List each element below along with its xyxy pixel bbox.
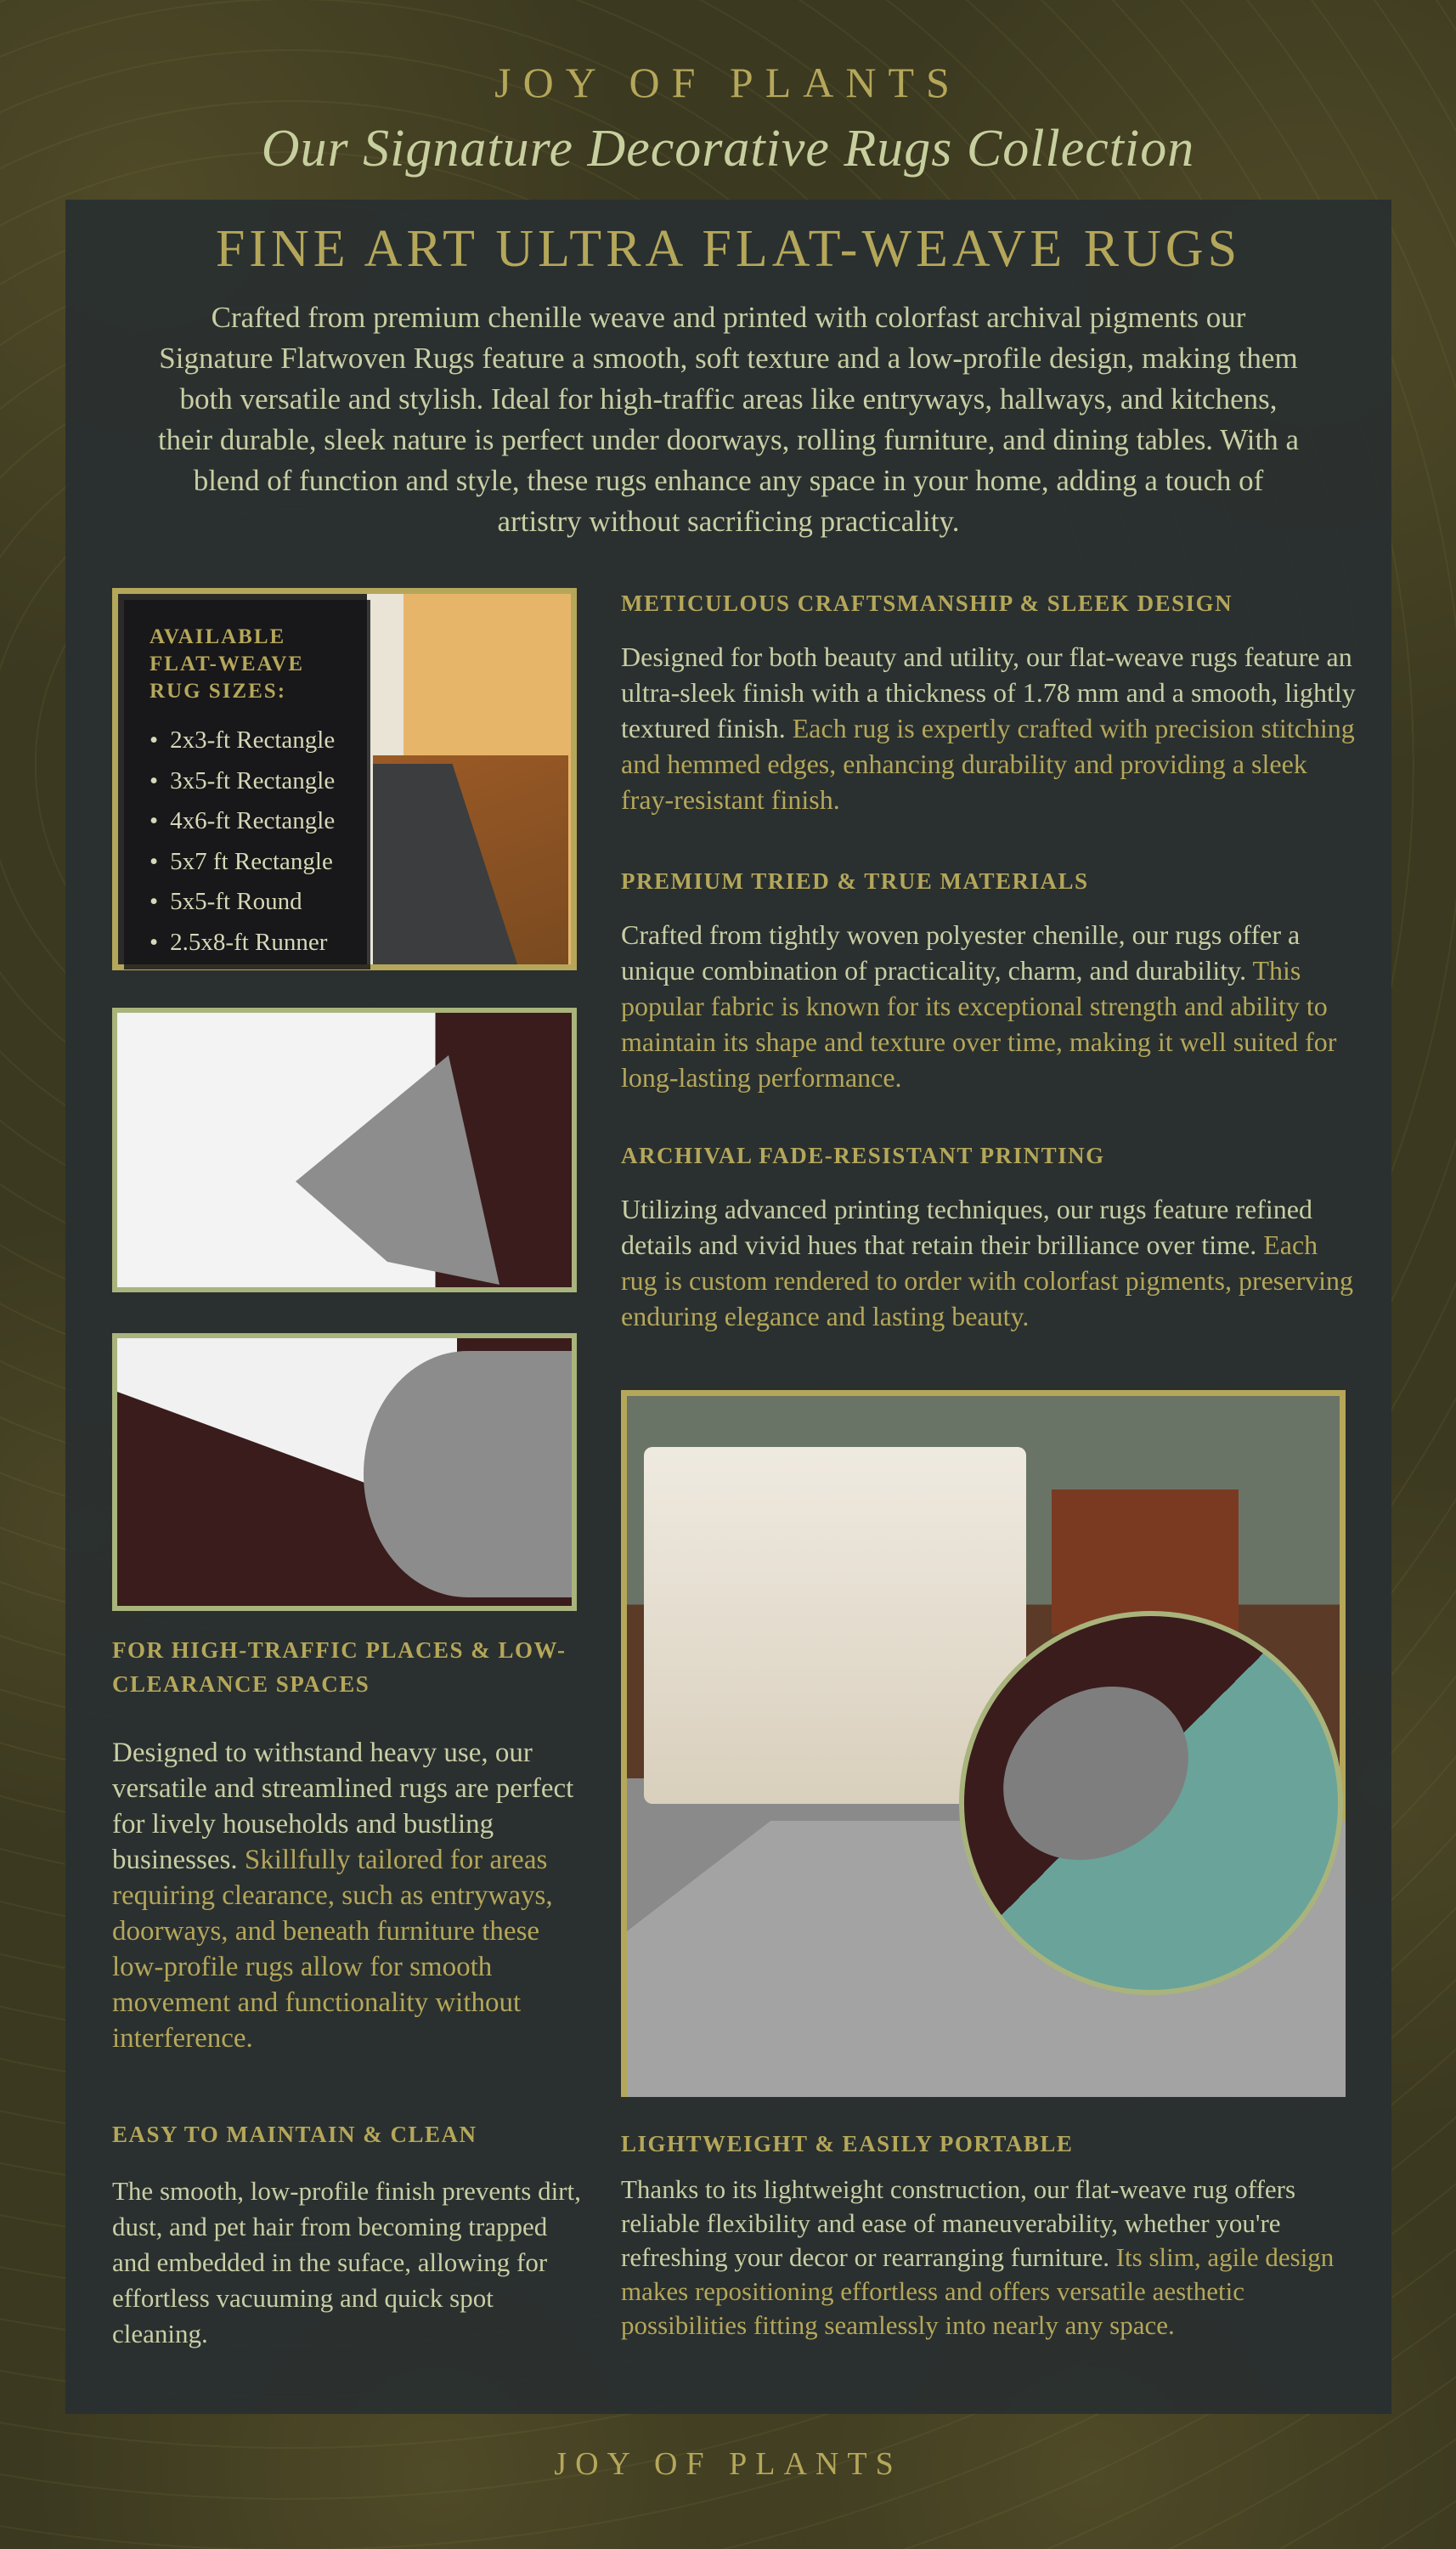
section-text: Utilizing advanced printing techniques, our rugs feature refined details and vivid hues that retain their brilliance over time. — [621, 1194, 1312, 1260]
rolled-rug — [969, 1651, 1222, 1896]
section-text: Crafted from tightly woven polyester chenille, our rugs offer a unique combination of practicality, charm, and durability. — [621, 919, 1301, 986]
craft-section — [621, 586, 1360, 817]
size-item: • 5x7 ft Rectangle — [150, 842, 345, 883]
collection-subtitle: Our Signature Decorative Rugs Collection — [261, 120, 1195, 178]
rug-backing — [296, 1055, 499, 1285]
size-item: • 2x3-ft Rectangle — [150, 721, 345, 761]
section-highlight: Each rug is custom rendered to order with colorfast pigments, preserving enduring elegance and lasting beauty. — [621, 1229, 1353, 1331]
section-heading: PREMIUM TRIED & TRUE MATERIALS — [621, 868, 1089, 894]
rug-roll — [364, 1351, 572, 1597]
size-item: • 5x5-ft Round — [150, 882, 345, 923]
page-title: FINE ART ULTRA FLAT-WEAVE RUGS — [215, 220, 1242, 278]
brand-footer: JOY OF PLANTS — [554, 2446, 902, 2482]
portable-section — [621, 2127, 1360, 2343]
section-highlight: Each rug is expertly crafted with precision stitching and hemmed edges, enhancing durability and providing a sleek fray-resistant finish. — [621, 713, 1355, 815]
section-heading: ARCHIVAL FADE-RESISTANT PRINTING — [621, 1143, 1105, 1168]
size-item: • 2.5x8-ft Runner — [150, 923, 345, 964]
entryway-rug-image — [112, 588, 577, 970]
traffic-section — [112, 1633, 588, 2056]
section-heading: LIGHTWEIGHT & EASILY PORTABLE — [621, 2131, 1074, 2156]
section-highlight: Its slim, agile design makes repositioning effortless and offers versatile aesthetic possibilities fitting seamlessly into nearly any space. — [621, 2242, 1335, 2340]
maintain-section — [112, 2117, 588, 2352]
section-heading: EASY TO MAINTAIN & CLEAN — [112, 2122, 477, 2147]
materials-section — [621, 864, 1360, 1095]
sizes-list-box — [124, 600, 370, 969]
section-text: Designed to withstand heavy use, our versatile and streamlined rugs are perfect for lively households and bustling businesses. — [112, 1738, 574, 1875]
section-text: Designed for both beauty and utility, our flat-weave rugs feature an ultra-sleek finish with a thickness of 1.78 mm and a smooth, lightly textured finish. — [621, 641, 1356, 743]
intro-paragraph: Crafted from premium chenille weave and printed with colorfast archival pigments our Signature Flatwoven Rugs feature a smooth, soft texture and a low-profile design, making them both versatile and stylish. Ideal for high-traffic areas like entryways, hallways, and kitchens, their durable, sleek nature is perfect under doorways, rolling furniture, and dining tables. With a blend of function and style, these rugs enhance any space in your home, adding a touch of artistry without sacrificing practicality. — [157, 301, 1300, 538]
size-item: • 3x5-ft Rectangle — [150, 761, 345, 802]
brand-header: JOY OF PLANTS — [494, 59, 962, 106]
section-heading: METICULOUS CRAFTSMANSHIP & SLEEK DESIGN — [621, 591, 1233, 616]
rolled-rug-image — [112, 1333, 577, 1611]
section-highlight: This popular fabric is known for its exceptional strength and ability to maintain its shape and texture over time, making it well suited for long-lasting performance. — [621, 955, 1337, 1093]
rug-detail-inset — [959, 1611, 1343, 1995]
section-highlight: Skillfully tailored for areas requiring clearance, such as entryways, doorways, and beneath furniture these low-profile rugs allow for smooth movement and functionality without interference. — [112, 1845, 553, 2054]
sizes-title: AVAILABLE FLAT-WEAVE RUG SIZES: — [150, 625, 305, 703]
bedroom-rug-image — [621, 1390, 1346, 2097]
section-heading: FOR HIGH-TRAFFIC PLACES & LOW-CLEARANCE SPACES — [112, 1637, 567, 1697]
rug-corner-fold-image — [112, 1008, 577, 1292]
section-text: Thanks to its lightweight construction, our flat-weave rug offers reliable flexibility and ease of maneuverability, whether you're refreshing your decor or rearranging furniture. — [621, 2174, 1296, 2272]
size-item: • 4x6-ft Rectangle — [150, 801, 345, 842]
printing-section — [621, 1139, 1360, 1334]
section-text: The smooth, low-profile finish prevents dirt, dust, and pet hair from becoming trapped and embedded in the suface, allowing for effortless vacuuming and quick spot cleaning. — [112, 2176, 581, 2348]
